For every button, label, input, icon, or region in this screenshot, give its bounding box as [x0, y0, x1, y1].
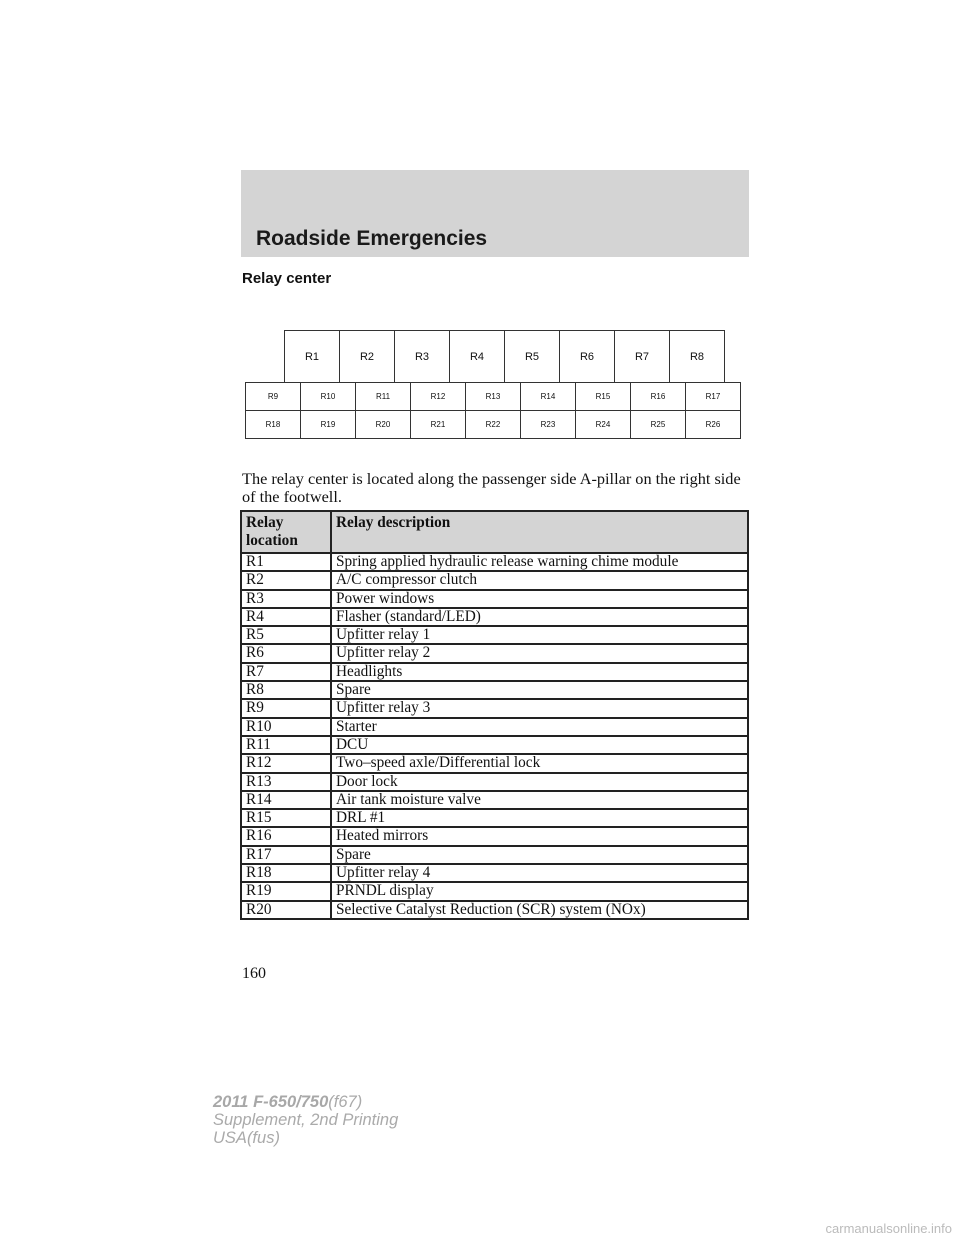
relay-location-cell: R3 — [241, 590, 331, 608]
table-row — [241, 901, 748, 919]
relay-description-cell: Upfitter relay 4 — [331, 864, 748, 882]
table-row — [241, 571, 748, 589]
relay-box-r4: R4 — [449, 330, 505, 383]
table-row — [241, 827, 748, 845]
relay-location-cell: R2 — [241, 571, 331, 589]
relay-location-cell: R15 — [241, 809, 331, 827]
table-row — [241, 699, 748, 717]
relay-description-cell: PRNDL display — [331, 882, 748, 900]
relay-box-r13: R13 — [465, 382, 521, 411]
footer-market: USA — [213, 1129, 247, 1147]
table-row — [241, 663, 748, 681]
table-row — [241, 681, 748, 699]
relay-box-r17: R17 — [685, 382, 741, 411]
table-row — [241, 791, 748, 809]
relay-location-cell: R20 — [241, 901, 331, 919]
relay-box-r2: R2 — [339, 330, 395, 383]
relay-location-cell: R12 — [241, 754, 331, 772]
relay-location-cell: R10 — [241, 718, 331, 736]
header-relay-description: Relay description — [331, 511, 748, 553]
relay-location-cell: R17 — [241, 846, 331, 864]
relay-location-cell: R11 — [241, 736, 331, 754]
relay-box-r21: R21 — [410, 410, 466, 439]
relay-box-r22: R22 — [465, 410, 521, 439]
relay-description-cell: Upfitter relay 3 — [331, 699, 748, 717]
relay-description-cell: Upfitter relay 1 — [331, 626, 748, 644]
table-row — [241, 773, 748, 791]
relay-box-r7: R7 — [614, 330, 670, 383]
table-row — [241, 736, 748, 754]
relay-description-cell: Spring applied hydraulic release warning chime module — [331, 553, 748, 571]
table-row — [241, 644, 748, 662]
table-header-row — [241, 511, 748, 553]
relay-description-cell: Starter — [331, 718, 748, 736]
relay-location-cell: R9 — [241, 699, 331, 717]
footer-model: 2011 F-650/750 — [213, 1093, 329, 1111]
relay-location-cell: R4 — [241, 608, 331, 626]
relay-box-r11: R11 — [355, 382, 411, 411]
relay-location-cell: R19 — [241, 882, 331, 900]
table-row — [241, 626, 748, 644]
relay-location-cell: R7 — [241, 663, 331, 681]
relay-box-r19: R19 — [300, 410, 356, 439]
relay-box-r18: R18 — [245, 410, 301, 439]
table-row — [241, 590, 748, 608]
relay-description-cell: Power windows — [331, 590, 748, 608]
header-relay-location: Relay location — [241, 511, 331, 553]
relay-description-cell: Selective Catalyst Reduction (SCR) system (NOx) — [331, 901, 748, 919]
relay-box-r5: R5 — [504, 330, 560, 383]
table-row — [241, 718, 748, 736]
relay-description-cell: A/C compressor clutch — [331, 571, 748, 589]
relay-box-r9: R9 — [245, 382, 301, 411]
relay-box-r24: R24 — [575, 410, 631, 439]
relay-box-r1: R1 — [284, 330, 340, 383]
relay-box-r6: R6 — [559, 330, 615, 383]
relay-box-r23: R23 — [520, 410, 576, 439]
intro-paragraph: The relay center is located along the passenger side A-pillar on the right side of the footwell. — [242, 469, 741, 506]
relay-center-heading: Relay center — [242, 270, 332, 287]
table-row — [241, 553, 748, 571]
relay-description-cell: DCU — [331, 736, 748, 754]
watermark: carmanualsonline.info — [825, 1221, 952, 1236]
relay-box-r25: R25 — [630, 410, 686, 439]
relay-location-cell: R14 — [241, 791, 331, 809]
table-row — [241, 809, 748, 827]
relay-box-r26: R26 — [685, 410, 741, 439]
relay-location-cell: R16 — [241, 827, 331, 845]
table-row — [241, 864, 748, 882]
relay-description-cell: DRL #1 — [331, 809, 748, 827]
relay-location-cell: R8 — [241, 681, 331, 699]
relay-location-cell: R6 — [241, 644, 331, 662]
relay-description-cell: Two–speed axle/Differential lock — [331, 754, 748, 772]
relay-description-cell: Spare — [331, 681, 748, 699]
relay-description-cell: Air tank moisture valve — [331, 791, 748, 809]
relay-box-r16: R16 — [630, 382, 686, 411]
relay-box-r15: R15 — [575, 382, 631, 411]
relay-location-cell: R5 — [241, 626, 331, 644]
relay-box-r8: R8 — [669, 330, 725, 383]
footer-model-code: (f67) — [328, 1093, 363, 1111]
relay-location-cell: R1 — [241, 553, 331, 571]
relay-description-cell: Headlights — [331, 663, 748, 681]
relay-table — [240, 510, 749, 920]
print-footer — [213, 1093, 398, 1147]
relay-description-cell: Upfitter relay 2 — [331, 644, 748, 662]
relay-description-cell: Heated mirrors — [331, 827, 748, 845]
relay-description-cell: Door lock — [331, 773, 748, 791]
footer-market-code: (fus) — [246, 1129, 280, 1147]
relay-box-r12: R12 — [410, 382, 466, 411]
table-row — [241, 882, 748, 900]
table-row — [241, 608, 748, 626]
footer-printing: Supplement, 2nd Printing — [213, 1111, 399, 1129]
relay-location-cell: R18 — [241, 864, 331, 882]
table-row — [241, 754, 748, 772]
relay-description-cell: Flasher (standard/LED) — [331, 608, 748, 626]
page-number: 160 — [242, 965, 266, 982]
section-title: Roadside Emergencies — [256, 227, 488, 250]
relay-box-r14: R14 — [520, 382, 576, 411]
relay-location-cell: R13 — [241, 773, 331, 791]
relay-box-r3: R3 — [394, 330, 450, 383]
relay-description-cell: Spare — [331, 846, 748, 864]
table-row — [241, 846, 748, 864]
relay-box-r10: R10 — [300, 382, 356, 411]
relay-box-r20: R20 — [355, 410, 411, 439]
